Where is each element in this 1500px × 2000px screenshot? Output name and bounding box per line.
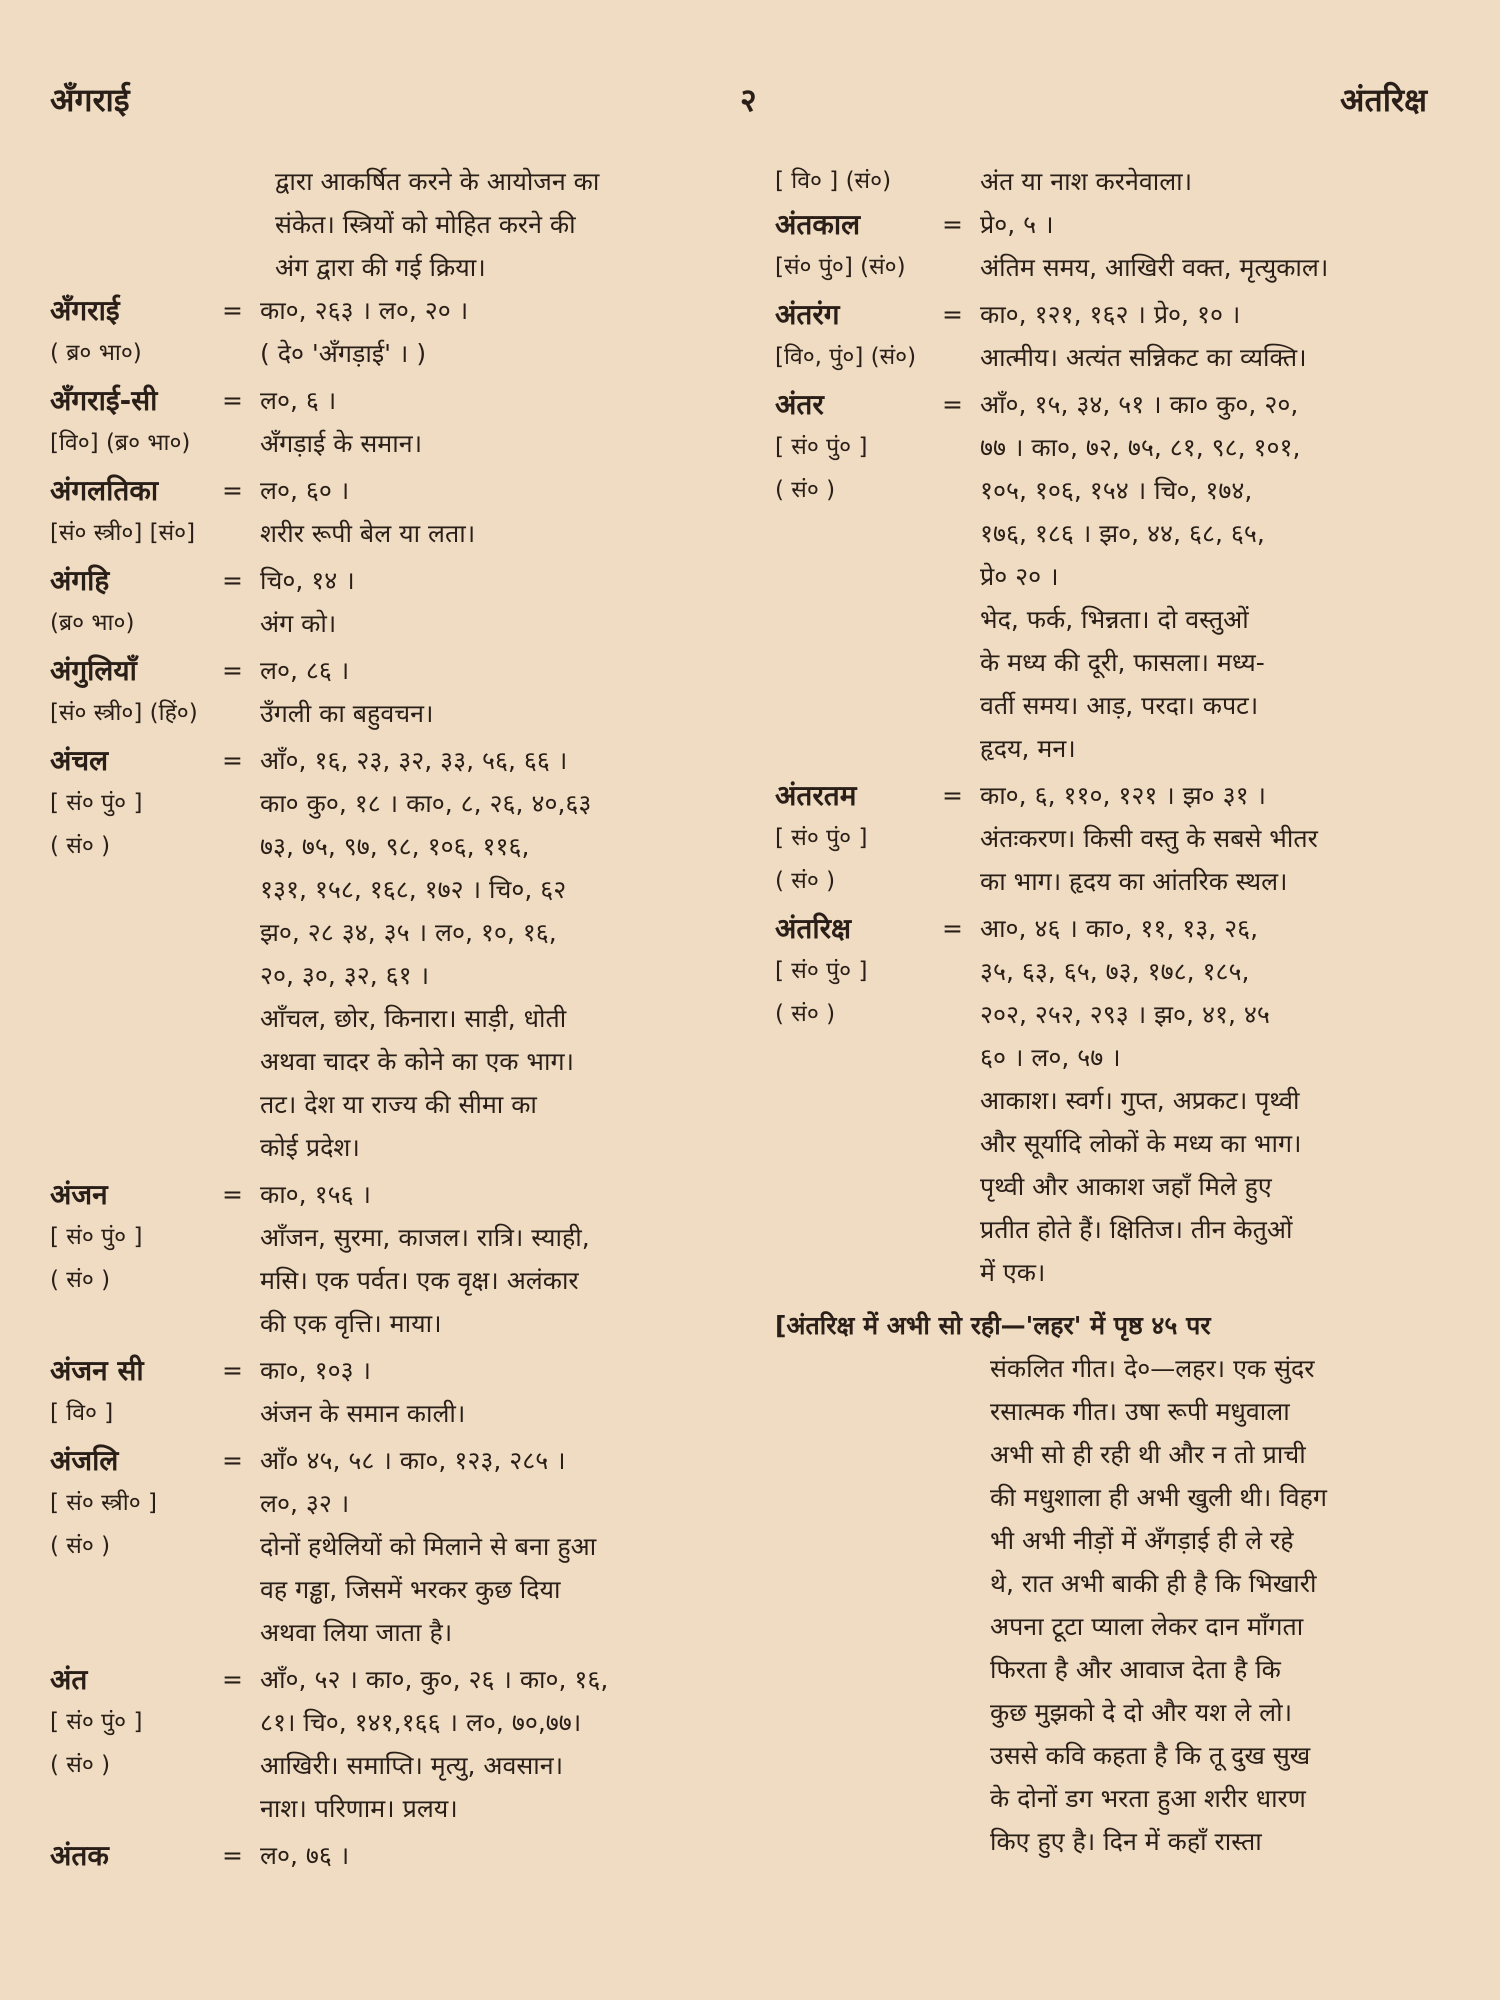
- entry-line: [50, 954, 730, 997]
- entry-line: [775, 555, 1455, 598]
- dictionary-entry: [50, 1834, 730, 1877]
- entry-line: [50, 1568, 730, 1611]
- dictionary-entry: [775, 774, 1455, 903]
- entry-line: [50, 1834, 730, 1877]
- headword: अंतरिक्ष: [775, 912, 852, 945]
- meaning: भेद, फर्क, भिन्नता। दो वस्तुओं: [980, 605, 1249, 634]
- entry-line: [775, 1251, 1455, 1294]
- meaning: वह गड्ढा, जिसमें भरकर कुछ दिया: [260, 1575, 561, 1604]
- dictionary-entry: [50, 739, 730, 1169]
- equals-sign: =: [222, 1446, 243, 1475]
- meaning: पृथ्वी और आकाश जहाँ मिले हुए: [980, 1172, 1272, 1201]
- entry-line: [775, 727, 1455, 770]
- dictionary-entry: [50, 379, 730, 465]
- dictionary-entry: [50, 469, 730, 555]
- dictionary-entry: [50, 1658, 730, 1830]
- note-line: थे, रात अभी बाकी ही है कि भिखारी: [990, 1569, 1317, 1598]
- entry-line: [50, 1302, 730, 1345]
- meaning: प्रतीत होते हैं। क्षितिज। तीन केतुओं: [980, 1215, 1293, 1244]
- headword: अंजलि: [50, 1444, 119, 1477]
- dictionary-entry: [775, 907, 1455, 1294]
- entry-line: [50, 692, 730, 735]
- entry-line: [50, 649, 730, 692]
- meaning: अथवा लिया जाता है।: [260, 1618, 453, 1647]
- entry-line: [50, 739, 730, 782]
- entry-line: [775, 817, 1455, 860]
- entry-line: [50, 911, 730, 954]
- headword: अंगलतिका: [50, 474, 159, 507]
- entry-line: [50, 1216, 730, 1259]
- grammar-tag: (ब्र० भा०): [50, 610, 135, 636]
- references: १३१, १५८, १६८, १७२ । चि०, ६२: [260, 875, 567, 904]
- entry-line: [50, 289, 730, 332]
- entry-line: [50, 782, 730, 825]
- meaning: अंतःकरण। किसी वस्तु के सबसे भीतर: [980, 824, 1318, 853]
- references: ३५, ६३, ६५, ७३, १७८, १८५,: [980, 957, 1250, 986]
- dictionary-entry: [50, 1173, 730, 1345]
- equals-sign: =: [222, 1841, 243, 1870]
- meaning: में एक।: [980, 1258, 1046, 1287]
- meaning: की एक वृत्ति। माया।: [260, 1309, 442, 1338]
- note-line: के दोनों डग भरता हुआ शरीर धारण: [990, 1784, 1306, 1813]
- right-column: [775, 160, 1455, 1863]
- meaning: तट। देश या राज्य की सीमा का: [260, 1090, 537, 1119]
- references: ७७ । का०, ७२, ७५, ८१, ९८, १०१,: [980, 433, 1301, 462]
- headword: अंतरंग: [775, 298, 840, 331]
- grammar-tag: ( सं० ): [50, 1267, 111, 1293]
- headword: अंजन: [50, 1178, 108, 1211]
- note-line: संकलित गीत। दे०—लहर। एक सुंदर: [990, 1354, 1315, 1383]
- meaning: नाश। परिणाम। प्रलय।: [260, 1794, 458, 1823]
- references: ७३, ७५, ९७, ९८, १०६, ११६,: [260, 832, 530, 861]
- references: १७६, १८६ । झ०, ४४, ६८, ६५,: [980, 519, 1265, 548]
- entry-line: [775, 641, 1455, 684]
- headword: अंतक: [50, 1839, 109, 1872]
- meaning: अंजन के समान काली।: [260, 1399, 466, 1428]
- dictionary-entry: [50, 649, 730, 735]
- entry-line: [775, 950, 1455, 993]
- headword: अंत: [50, 1663, 88, 1696]
- equals-sign: =: [942, 914, 963, 943]
- references: १०५, १०६, १५४ । चि०, १७४,: [980, 476, 1253, 505]
- continued-meaning: अंग द्वारा की गई क्रिया।: [275, 253, 486, 282]
- references: आ०, ४६ । का०, ११, १३, २६,: [980, 914, 1259, 943]
- note-line: फिरता है और आवाज देता है कि: [990, 1655, 1281, 1684]
- entry-line: [50, 559, 730, 602]
- note-line: भी अभी नीड़ों में अँगड़ाई ही ले रहे: [990, 1526, 1294, 1555]
- entry-line: [50, 512, 730, 555]
- entry-line: [775, 774, 1455, 817]
- entry-line: [775, 203, 1455, 246]
- entry-line: [775, 1208, 1455, 1251]
- running-head-right: अंतरिक्ष: [1340, 81, 1428, 119]
- references: ल०, ८६ ।: [260, 656, 350, 685]
- grammar-tag: [ वि० ]: [50, 1400, 114, 1426]
- note-heading: [अंतरिक्ष में अभी सो रही—'लहर' में पृष्ठ ४५ पर: [775, 1311, 1211, 1340]
- references: का०, १०३ ।: [260, 1356, 371, 1385]
- entry-line: [775, 426, 1455, 469]
- headword: अंतकाल: [775, 208, 861, 241]
- grammar-tag: ( सं० ): [775, 477, 836, 503]
- continued-meaning: संकेत। स्त्रियों को मोहित करने की: [275, 210, 576, 239]
- entry-line: [50, 1349, 730, 1392]
- note-line: कुछ मुझको दे दो और यश ले लो।: [990, 1698, 1293, 1727]
- grammar-tag: [ सं० पुं० ]: [50, 1224, 143, 1250]
- note-line: उससे कवि कहता है कि तू दुख सुख: [990, 1741, 1311, 1770]
- equals-sign: =: [222, 656, 243, 685]
- grammar-tag: ( सं० ): [50, 833, 111, 859]
- meaning: अंतिम समय, आखिरी वक्त, मृत्युकाल।: [980, 253, 1329, 282]
- headword: अंगहि: [50, 564, 110, 597]
- grammar-tag: ( सं० ): [50, 1752, 111, 1778]
- dictionary-entry: [50, 559, 730, 645]
- meaning: के मध्य की दूरी, फासला। मध्य-: [980, 648, 1265, 677]
- dictionary-entry: [775, 203, 1455, 289]
- references: आँ०, १५, ३४, ५१ । का० कु०, २०,: [980, 390, 1299, 419]
- entry-line: [775, 860, 1455, 903]
- entry-line: [50, 1787, 730, 1830]
- dictionary-entry: [50, 1439, 730, 1654]
- entry-line: [775, 1165, 1455, 1208]
- references: ६० । ल०, ५७ ।: [980, 1043, 1121, 1072]
- entry-line: [50, 422, 730, 465]
- equals-sign: =: [942, 210, 963, 239]
- dictionary-entry: [50, 1349, 730, 1435]
- equals-sign: =: [222, 1356, 243, 1385]
- entry-line: [775, 1122, 1455, 1165]
- grammar-tag: [ सं० स्त्री० ]: [50, 1490, 157, 1516]
- note-line: की मधुशाला ही अभी खुली थी। विहग: [990, 1483, 1328, 1512]
- entry-line: [50, 379, 730, 422]
- entry-line: [50, 1259, 730, 1302]
- meaning: हृदय, मन।: [980, 734, 1076, 763]
- entry-line: [50, 1611, 730, 1654]
- entry-line: [775, 1036, 1455, 1079]
- note-line: किए हुए है। दिन में कहाँ रास्ता: [990, 1827, 1262, 1856]
- meaning: अंग को।: [260, 609, 337, 638]
- entry-line: [50, 1392, 730, 1435]
- continued-meaning: द्वारा आकर्षित करने के आयोजन का: [275, 167, 600, 196]
- running-head-left: अँगराई: [50, 81, 130, 119]
- equals-sign: =: [222, 386, 243, 415]
- note-line: रसात्मक गीत। उषा रूपी मधुवाला: [990, 1397, 1290, 1426]
- equals-sign: =: [942, 781, 963, 810]
- meaning: वर्ती समय। आड़, परदा। कपट।: [980, 691, 1259, 720]
- meaning: ( दे० 'अँगड़ाई' । ): [260, 339, 427, 368]
- entry-line: [775, 684, 1455, 727]
- headword: अंचल: [50, 744, 109, 777]
- references: ल०, ३२ ।: [260, 1489, 350, 1518]
- grammar-tag: [वि०, पुं०] (सं०): [775, 344, 917, 370]
- equals-sign: =: [222, 566, 243, 595]
- entry-line: [775, 1079, 1455, 1122]
- equals-sign: =: [222, 1180, 243, 1209]
- grammar-tag: [ वि० ] (सं०): [775, 168, 892, 194]
- grammar-tag: ( सं० ): [775, 1001, 836, 1027]
- grammar-tag: ( सं० ): [50, 1533, 111, 1559]
- references: का०, १२१, १६२ । प्रे०, १० ।: [980, 300, 1241, 329]
- entry-line: [775, 336, 1455, 379]
- references: प्रे०, ५ ।: [980, 210, 1054, 239]
- meaning: शरीर रूपी बेल या लता।: [260, 519, 476, 548]
- entry-line: [50, 997, 730, 1040]
- grammar-tag: [ सं० पुं० ]: [50, 1709, 143, 1735]
- grammar-tag: ( ब्र० भा०): [50, 340, 142, 366]
- references: आँ०, ५२ । का०, कु०, २६ । का०, १६,: [260, 1665, 609, 1694]
- entry-line: [50, 1525, 730, 1568]
- entry-line: [50, 1439, 730, 1482]
- grammar-tag: [सं० पुं०] (सं०): [775, 254, 906, 280]
- references: आँ०, १६, २३, ३२, ३३, ५६, ६६ ।: [260, 746, 568, 775]
- meaning: अंत या नाश करनेवाला।: [980, 167, 1193, 196]
- equals-sign: =: [942, 300, 963, 329]
- headword: अँगराई: [50, 294, 120, 327]
- entry-line: [50, 1126, 730, 1169]
- equals-sign: =: [222, 1665, 243, 1694]
- entry-line: [50, 332, 730, 375]
- entry-line: [50, 1482, 730, 1525]
- meaning: अँगड़ाई के समान।: [260, 429, 423, 458]
- entry-line: [775, 598, 1455, 641]
- meaning: का भाग। हृदय का आंतरिक स्थल।: [980, 867, 1288, 896]
- references: ८१। चि०, १४१,१६६ । ल०, ७०,७७।: [260, 1708, 582, 1737]
- entry-line: [50, 825, 730, 868]
- entry-line: [775, 993, 1455, 1036]
- entry-line: [775, 469, 1455, 512]
- meaning: आत्मीय। अत्यंत सन्निकट का व्यक्ति।: [980, 343, 1307, 372]
- left-column: [50, 160, 730, 1881]
- references: २०२, २५२, २९३ । झ०, ४१, ४५: [980, 1000, 1270, 1029]
- grammar-tag: [ सं० पुं० ]: [775, 434, 868, 460]
- meaning: आकाश। स्वर्ग। गुप्त, अप्रकट। पृथ्वी: [980, 1086, 1300, 1115]
- references: का०, २६३ । ल०, २० ।: [260, 296, 469, 325]
- meaning: अथवा चादर के कोने का एक भाग।: [260, 1047, 575, 1076]
- song-note: [775, 1304, 1455, 1863]
- dictionary-entry: [50, 289, 730, 375]
- meaning: आखिरी। समाप्ति। मृत्यु, अवसान।: [260, 1751, 564, 1780]
- meaning: दोनों हथेलियों को मिलाने से बना हुआ: [260, 1532, 597, 1561]
- meaning: आँजन, सुरमा, काजल। रात्रि। स्याही,: [260, 1223, 590, 1252]
- references: झ०, २८ ३४, ३५ । ल०, १०, १६,: [260, 918, 557, 947]
- meaning: मसि। एक पर्वत। एक वृक्ष। अलंकार: [260, 1266, 579, 1295]
- headword: अंजन सी: [50, 1354, 144, 1387]
- entry-line: [50, 1744, 730, 1787]
- meaning: आँचल, छोर, किनारा। साड़ी, धोती: [260, 1004, 567, 1033]
- entry-line: [50, 1173, 730, 1216]
- entry-line: [775, 246, 1455, 289]
- grammar-tag: ( सं० ): [775, 868, 836, 894]
- references: का० कु०, १८ । का०, ८, २६, ४०,६३: [260, 789, 592, 818]
- headword: अँगराई-सी: [50, 384, 158, 417]
- grammar-tag: [ सं० पुं० ]: [775, 825, 868, 851]
- entry-line: [775, 512, 1455, 555]
- note-line: अपना टूटा प्याला लेकर दान माँगता: [990, 1612, 1304, 1641]
- grammar-tag: [ सं० पुं० ]: [775, 958, 868, 984]
- entry-line: [775, 160, 1455, 203]
- grammar-tag: [सं० स्त्री०] [सं०]: [50, 520, 196, 546]
- references: २०, ३०, ३२, ६१ ।: [260, 961, 430, 990]
- dictionary-entry: [775, 293, 1455, 379]
- entry-line: [50, 469, 730, 512]
- equals-sign: =: [942, 390, 963, 419]
- references: का०, ६, ११०, १२१ । झ० ३१ ।: [980, 781, 1266, 810]
- entry-line: [775, 293, 1455, 336]
- grammar-tag: [वि०] (ब्र० भा०): [50, 430, 191, 456]
- meaning: कोई प्रदेश।: [260, 1133, 360, 1162]
- meaning: उँगली का बहुवचन।: [260, 699, 434, 728]
- dictionary-entry: [775, 383, 1455, 770]
- references: आँ० ४५, ५८ । का०, १२३, २८५ ।: [260, 1446, 566, 1475]
- equals-sign: =: [222, 746, 243, 775]
- equals-sign: =: [222, 296, 243, 325]
- references: प्रे० २० ।: [980, 562, 1059, 591]
- entry-line: [50, 868, 730, 911]
- grammar-tag: [ सं० पुं० ]: [50, 790, 143, 816]
- entry-line: [50, 1083, 730, 1126]
- note-line: अभी सो ही रही थी और न तो प्राची: [990, 1440, 1306, 1469]
- references: चि०, १४ ।: [260, 566, 355, 595]
- headword: अंतरतम: [775, 779, 857, 812]
- entry-line: [775, 383, 1455, 426]
- references: ल०, ६० ।: [260, 476, 350, 505]
- grammar-tag: [सं० स्त्री०] (हिं०): [50, 700, 198, 726]
- entry-line: [50, 602, 730, 645]
- references: ल०, ७६ ।: [260, 1841, 350, 1870]
- page-number: २: [740, 81, 757, 119]
- entry-line: [50, 1658, 730, 1701]
- entry-line: [50, 1040, 730, 1083]
- equals-sign: =: [222, 476, 243, 505]
- entry-line: [775, 907, 1455, 950]
- entry-line: [50, 1701, 730, 1744]
- headword: अंगुलियाँ: [50, 654, 137, 687]
- references: का०, १५६ ।: [260, 1180, 371, 1209]
- meaning: और सूर्यादि लोकों के मध्य का भाग।: [980, 1129, 1302, 1158]
- references: ल०, ६ ।: [260, 386, 337, 415]
- headword: अंतर: [775, 388, 824, 421]
